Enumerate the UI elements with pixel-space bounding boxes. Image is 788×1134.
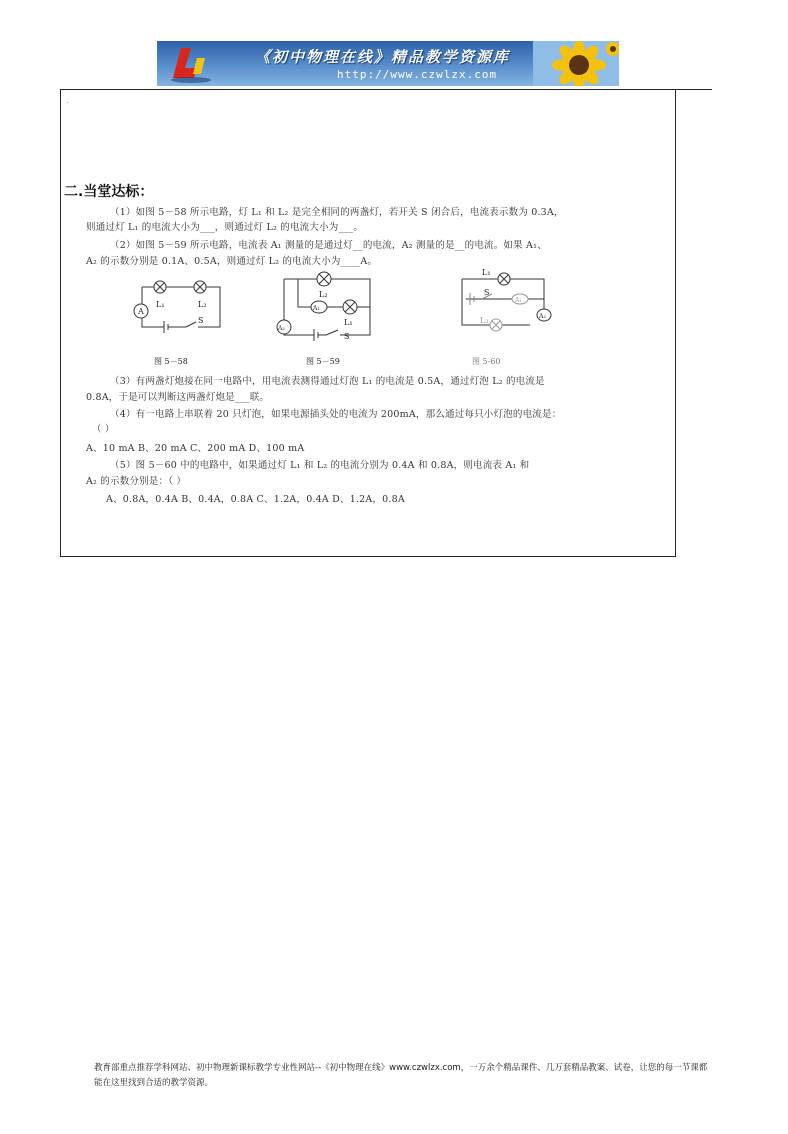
site-url[interactable]: http://www.czwlzx.com [337, 68, 498, 81]
fig58-lamp1-label: L₁ [156, 300, 165, 309]
figure-5-58-circuit [134, 281, 220, 333]
stray-dot: . [66, 96, 69, 105]
q2-line2: A₂ 的示数分别是 0.1A、0.5A，则通过灯 L₂ 的电流大小为____A。 [86, 256, 378, 267]
fig59-lamp-top-label: L₂ [319, 290, 328, 299]
q1-line2: 则通过灯 L₁ 的电流大小为___，则通过灯 L₂ 的电流大小为___。 [86, 222, 364, 233]
q5-options: A、0.8A，0.4A B、0.4A，0.8A C、1.2A，0.4A D、1.2A，0.8A [106, 494, 405, 505]
q1-line1: （1）如图 5－58 所示电路，灯 L₁ 和 L₂ 是完全相同的两盏灯，若开关 S 闭合后，电流表示数为 0.3A， [110, 207, 564, 218]
q4-line1: （4）有一电路上串联着 20 只灯泡，如果电源插头处的电流为 200mA，那么通过每只小灯泡的电流是： [110, 409, 562, 420]
footer-note: 教育部重点推荐学科网站、初中物理新课标教学专业性网站--《初中物理在线》www.czwlzx.com，一万余个精品课件、几万套精品教案、试卷，让您的每一节课都能在这里找到合适的教学资源。 [94, 1063, 708, 1088]
section-title: 二.当堂达标： [64, 184, 154, 200]
fig59-lamp1-label: L₁ [344, 318, 353, 327]
fig60-caption: 图 5-60 [472, 357, 501, 366]
fig58-ammeter-label: A [138, 307, 144, 316]
q4-line2: （ ） [92, 424, 115, 435]
circuit-figures [120, 265, 560, 373]
site-title: 《初中物理在线》精品教学资源库 [255, 48, 511, 66]
fig59-ammeter2-label: A₂ [278, 325, 285, 332]
fig60-switch-label: S [484, 288, 490, 297]
fig60-ammeter1-label: A₁ [515, 297, 522, 304]
fig59-switch-label: S [344, 332, 350, 341]
q3-line2: 0.8A，于是可以判断这两盏灯炮是___联。 [86, 392, 270, 403]
figure-5-59-circuit [277, 272, 370, 341]
q5-line2: A₂ 的示数分别是：（ ） [86, 476, 187, 487]
q5-line1: （5）图 5－60 中的电路中，如果通过灯 L₁ 和 L₂ 的电流分别为 0.4A 和 0.8A，则电流表 A₁ 和 [110, 460, 530, 471]
fig60-ammeter2-label: A₂ [539, 313, 546, 320]
sunflower-icon [533, 41, 619, 86]
fig58-lamp2-label: L₂ [198, 300, 207, 309]
fig60-lamp1-label: L₁ [482, 268, 491, 277]
fig59-ammeter1-label: A₁ [313, 305, 320, 312]
figure-5-60-circuit [462, 273, 551, 331]
site-logo-icon [167, 44, 215, 84]
fig58-switch-label: S [198, 316, 204, 325]
header-banner [157, 41, 619, 86]
q3-line1: （3）有两盏灯炮接在同一电路中，用电流表测得通过灯泡 L₁ 的电流是 0.5A，通过灯泡 L₂ 的电流是 [110, 376, 545, 387]
fig58-caption: 图 5－58 [154, 357, 188, 366]
fig59-caption: 图 5－59 [306, 357, 340, 366]
fig60-lamp2-label: L₂ [480, 316, 489, 325]
q4-options: A、10 mA B、20 mA C、200 mA D、100 mA [86, 443, 305, 454]
q2-line1: （2）如图 5－59 所示电路，电流表 A₁ 测量的是通过灯__的电流，A₂ 测量的是__的电流。如果 A₁、 [110, 240, 547, 251]
